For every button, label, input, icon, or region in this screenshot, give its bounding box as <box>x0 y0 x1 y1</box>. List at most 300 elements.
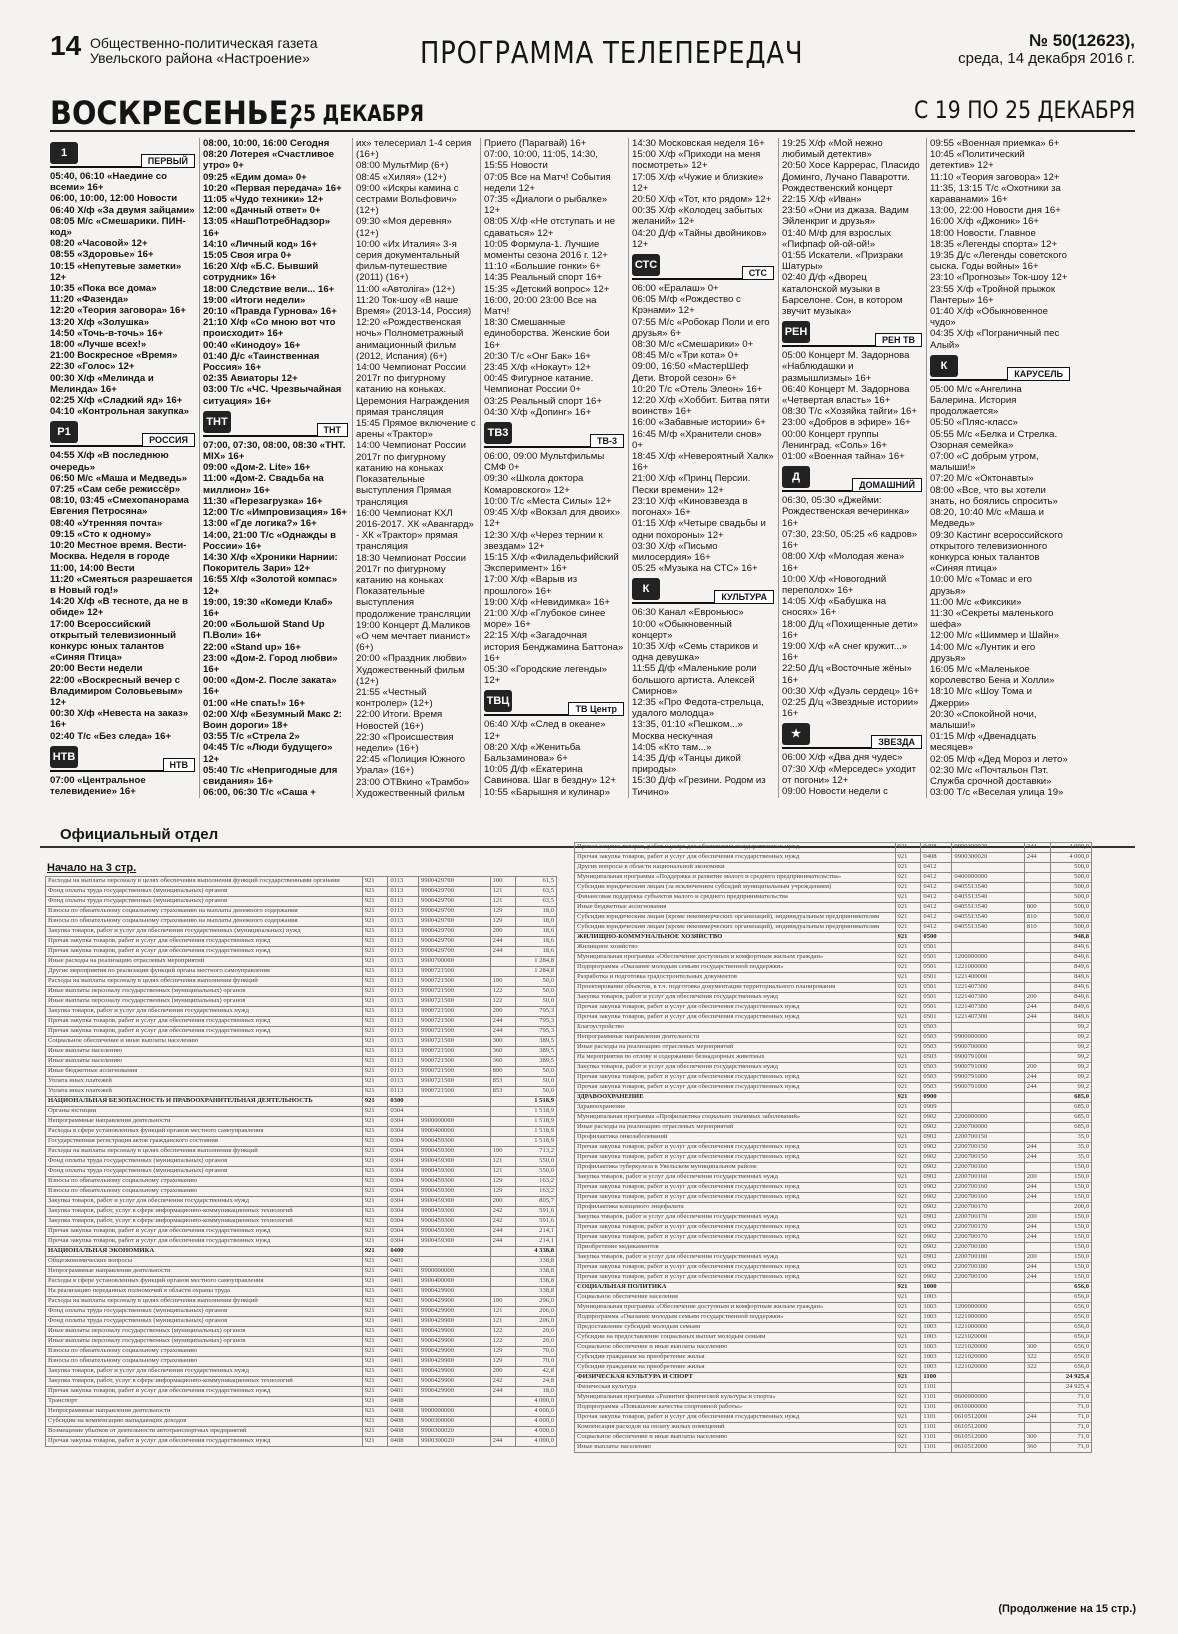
table-cell: 921 <box>362 1387 388 1397</box>
table-cell: 296,0 <box>516 1297 557 1307</box>
table-cell: 0113 <box>388 907 419 917</box>
table-cell: Иные выплаты персоналу государственных (муниципальных) органов <box>46 1337 363 1347</box>
table-cell: 921 <box>895 913 921 923</box>
table-cell: 921 <box>362 1327 388 1337</box>
table-cell: 921 <box>895 893 921 903</box>
program-item: 08:40 «Утренняя почта» <box>50 517 163 529</box>
table-cell: 244 <box>1024 1013 1050 1023</box>
table-cell: 9900429700 <box>419 897 491 907</box>
table-cell: Муниципальная программа «Обеспечение доступным и комфортным жильем граждан» <box>575 953 896 963</box>
table-cell: Социальное обеспечение и иные выплаты населению <box>575 1343 896 1353</box>
channel-logo-icon: СТС <box>632 254 660 276</box>
column-rule <box>199 138 200 798</box>
table-cell: 1101 <box>921 1413 952 1423</box>
table-cell: 9900721500 <box>419 987 491 997</box>
table-cell: 61,5 <box>516 877 557 887</box>
table-cell: 921 <box>895 1153 921 1163</box>
table-cell: 129 <box>490 1357 516 1367</box>
table-cell: 656,0 <box>1050 1343 1091 1353</box>
program-item: 09:00 Новости недели с <box>782 785 888 797</box>
table-cell: 0503 <box>921 1033 952 1043</box>
program-item: 20:00 «Праздник любви» Художественный фильм (12+) <box>356 653 467 687</box>
table-cell <box>1024 1103 1050 1113</box>
table-cell: 921 <box>895 1223 921 1233</box>
table-cell: 0113 <box>388 887 419 897</box>
table-cell: 0401 <box>388 1287 419 1297</box>
table-cell <box>1024 1163 1050 1173</box>
table-cell: 921 <box>362 1417 388 1427</box>
table-cell: 244 <box>490 1017 516 1027</box>
week-range: С 19 ПО 25 ДЕКАБРЯ <box>913 96 1135 124</box>
table-cell: 18,6 <box>516 947 557 957</box>
program-item: 12:00 М/с «Шиммер и Шайн» <box>930 630 1059 642</box>
table-row <box>575 1343 1092 1353</box>
table-cell: 1003 <box>921 1303 952 1313</box>
table-cell: 921 <box>362 1007 388 1017</box>
table-cell <box>952 863 1024 873</box>
table-cell: 338,8 <box>516 1257 557 1267</box>
table-row <box>46 937 557 947</box>
table-cell: 150,0 <box>1050 1243 1091 1253</box>
table-cell: 9900721500 <box>419 1047 491 1057</box>
program-item: 08:05 Х/ф «Не отступать и не сдаваться» 12+ <box>484 216 616 239</box>
table-cell: 0412 <box>921 923 952 933</box>
listing-column <box>203 138 348 798</box>
table-cell: Другие мероприятия по реализации функций органа местного самоуправления <box>46 967 363 977</box>
table-cell: 1221000000 <box>952 963 1024 973</box>
table-cell: Закупка товаров, работ, услуг в сфере информационно-коммуникационных технологий <box>46 1207 363 1217</box>
program-item: 14:00, 21:00 Т/с «Однажды в России» 16+ <box>203 529 337 552</box>
table-cell: 0600000000 <box>952 1393 1024 1403</box>
table-cell: 100 <box>490 1147 516 1157</box>
table-row <box>46 877 557 887</box>
table-cell: 0501 <box>921 973 952 983</box>
table-cell: 0610000000 <box>952 1403 1024 1413</box>
table-cell: 0304 <box>388 1127 419 1137</box>
program-item: 09:45 Х/ф «Вокзал для двоих» 12+ <box>484 507 621 530</box>
table-cell: 9900429900 <box>419 1357 491 1367</box>
table-cell: 4 000,0 <box>516 1397 557 1407</box>
table-cell: 0902 <box>921 1143 952 1153</box>
channel-header <box>50 421 195 447</box>
table-cell: 1221020000 <box>952 1343 1024 1353</box>
table-cell: 0113 <box>388 997 419 1007</box>
table-cell: Иные бюджетные ассигнования <box>575 903 896 913</box>
channel-header <box>782 723 922 749</box>
program-item: 02:30 М/с «Почтальон Пэт. Служба срочной доставки» <box>930 764 1052 787</box>
table-cell <box>490 1287 516 1297</box>
table-cell: 656,0 <box>1050 1283 1091 1293</box>
table-cell: 200,0 <box>1050 1203 1091 1213</box>
program-item: 10:20 Т/с «Отель Элеон» 16+ <box>632 383 763 395</box>
program-item: 07:00 «Центральное телевидение» 16+ <box>50 774 146 797</box>
table-cell: 121 <box>490 1157 516 1167</box>
table-row <box>575 843 1092 853</box>
table-cell: 244 <box>1024 1083 1050 1093</box>
program-item: 01:15 Х/ф «Четыре свадьбы и одни похороны» 12+ <box>632 518 766 541</box>
channel-logo-icon: Р1 <box>50 421 78 443</box>
table-cell: Расходы на выплаты персоналу в целях обеспечения выполнения функций <box>46 1297 363 1307</box>
table-row <box>46 1397 557 1407</box>
table-cell: 921 <box>362 1207 388 1217</box>
table-row <box>575 1033 1092 1043</box>
table-cell: 921 <box>895 993 921 1003</box>
table-row <box>46 987 557 997</box>
table-cell: 921 <box>895 1343 921 1353</box>
table-cell: 921 <box>362 957 388 967</box>
table-cell: 24 925,4 <box>1050 1373 1091 1383</box>
table-cell: 322 <box>1024 1353 1050 1363</box>
table-row <box>575 1433 1092 1443</box>
table-cell: 921 <box>895 1403 921 1413</box>
table-cell: 9900429700 <box>419 927 491 937</box>
table-row <box>46 1297 557 1307</box>
program-item: 14:00 Чемпионат России 2017г по фигурному катанию на коньках. Церемония Награждения прямая трансляция <box>356 362 470 418</box>
table-cell: 18,0 <box>516 907 557 917</box>
table-row <box>575 1363 1092 1373</box>
table-cell: 921 <box>895 1143 921 1153</box>
program-item: 02:00 Х/ф «Безумный Макс 2: Воин дороги» 18+ <box>203 708 342 731</box>
table-cell: 0902 <box>921 1133 952 1143</box>
table-cell: 9900429900 <box>419 1327 491 1337</box>
table-row <box>575 873 1092 883</box>
program-item: 00:30 Х/ф «Мелинда и Мелинда» 16+ <box>50 372 154 395</box>
table-cell: 921 <box>895 1333 921 1343</box>
program-item: 10:20 Местное время. Вести-Москва. Неделя в городе <box>50 540 187 563</box>
table-cell: 921 <box>895 1373 921 1383</box>
table-cell: 121 <box>490 1307 516 1317</box>
table-cell: 9900000000 <box>952 1033 1024 1043</box>
program-item: 09:30 Кастинг всероссийского открытого телевизионного конкурса юных талантов «Синяя птица» <box>930 529 1063 575</box>
program-item: 10:55 «Барышня и кулинар» <box>484 786 610 798</box>
table-cell: 9900459300 <box>419 1157 491 1167</box>
program-item: 08:05 М/с «Смешарики. ПИН-код» <box>50 215 186 239</box>
table-row <box>46 1127 557 1137</box>
table-row <box>46 1037 557 1047</box>
program-item: 10:05 Д/ф «Екатерина Савинова. Шаг в бездну» 12+ <box>484 764 616 787</box>
table-cell: 656,0 <box>1050 1353 1091 1363</box>
table-cell: НАЦИОНАЛЬНАЯ ЭКОНОМИКА <box>46 1247 363 1257</box>
table-cell: 360 <box>1024 1443 1050 1453</box>
table-cell: 921 <box>895 863 921 873</box>
table-cell: 921 <box>362 1367 388 1377</box>
table-cell: 71,0 <box>1050 1403 1091 1413</box>
table-row <box>46 1337 557 1347</box>
table-cell: 0503 <box>921 1063 952 1073</box>
program-item: 04:45 Т/с «Люди будущего» 12+ <box>203 742 333 765</box>
table-row <box>575 1323 1092 1333</box>
table-cell: 0304 <box>388 1177 419 1187</box>
program-item: 11:20 Ток-шоу «В наше Время» (2013-14, Россия) <box>356 294 472 318</box>
table-cell: Фонд оплаты труда государственных (муниципальных) органов <box>46 887 363 897</box>
table-cell: 9900721500 <box>419 1027 491 1037</box>
table-cell: 1 518,9 <box>516 1137 557 1147</box>
table-cell: 849,6 <box>1050 963 1091 973</box>
table-row <box>46 1187 557 1197</box>
table-cell: 122 <box>490 1337 516 1347</box>
program-item: 06:50 М/с «Маша и Медведь» <box>50 472 188 484</box>
table-cell: ЖИЛИЩНО-КОММУНАЛЬНОЕ ХОЗЯЙСТВО <box>575 933 896 943</box>
table-cell <box>1024 1123 1050 1133</box>
table-cell: Подпрограмма «Оказание молодым семьям государственной поддержки» <box>575 1313 896 1323</box>
channel-logo-icon: НТВ <box>50 746 78 768</box>
program-item: 08:45 М/с «Три кота» 0+ <box>632 350 739 362</box>
table-cell <box>490 1427 516 1437</box>
table-cell: 121 <box>490 887 516 897</box>
program-item: 08:20, 10:40 М/с «Маша и Медведь» <box>930 507 1044 530</box>
table-cell: 921 <box>895 1073 921 1083</box>
table-row <box>575 1303 1092 1313</box>
program-item: 08:55 «Здоровье» 16+ <box>50 249 154 261</box>
table-cell: Субсидии юридическим лицам (кроме некоммерческих организаций), индивидуальным предпринимателям <box>575 923 896 933</box>
table-cell: 0909 <box>921 1103 952 1113</box>
table-cell: 1100 <box>921 1373 952 1383</box>
table-cell <box>1024 893 1050 903</box>
table-cell <box>1024 1283 1050 1293</box>
program-item: 07:05 Все на Матч! События недели 12+ <box>484 171 611 194</box>
channel-logo-icon: Д <box>782 466 810 488</box>
table-row <box>575 1283 1092 1293</box>
table-cell: 0902 <box>921 1203 952 1213</box>
table-cell: 200 <box>1024 1213 1050 1223</box>
channel-header <box>484 422 624 448</box>
table-cell: Муниципальная программа «Поддержка и развитие малого и среднего предпринимательства» <box>575 873 896 883</box>
table-row <box>46 1147 557 1157</box>
table-cell: 921 <box>362 1287 388 1297</box>
program-item: 09:15 «Сто к одному» <box>50 528 152 540</box>
issue-date: среда, 14 декабря 2016 г. <box>958 50 1135 67</box>
table-cell: 18,0 <box>516 1387 557 1397</box>
table-cell: 810 <box>1024 913 1050 923</box>
program-item: 10:20 «Первая передача» 16+ <box>203 182 342 194</box>
table-cell: 9900459300 <box>419 1217 491 1227</box>
table-cell: 921 <box>895 1113 921 1123</box>
program-item: 23:00 «Дом-2. Город любви» 16+ <box>203 652 338 675</box>
table-cell: 4 000,0 <box>1050 843 1091 853</box>
table-cell: 2200700160 <box>952 1163 1024 1173</box>
table-cell: 921 <box>362 1177 388 1187</box>
table-cell: Прочая закупка товаров, работ и услуг для обеспечения государственных нужд <box>575 1083 896 1093</box>
table-cell <box>490 1107 516 1117</box>
table-cell: 713,2 <box>516 1147 557 1157</box>
table-cell: 1221000000 <box>952 1323 1024 1333</box>
table-cell: 656,0 <box>1050 1333 1091 1343</box>
table-cell: 9900459300 <box>419 1187 491 1197</box>
table-cell: 129 <box>490 907 516 917</box>
table-cell: Физическая культура <box>575 1383 896 1393</box>
table-cell: 0902 <box>921 1183 952 1193</box>
table-cell <box>490 1417 516 1427</box>
table-cell: 9900000000 <box>419 1267 491 1277</box>
program-item: 09:30 «Моя деревня» (12+) <box>356 216 452 239</box>
table-cell <box>490 1127 516 1137</box>
table-cell: 2200700170 <box>952 1203 1024 1213</box>
table-cell: 1003 <box>921 1363 952 1373</box>
table-cell: Подпрограмма «Повышение качества спортивной работы» <box>575 1403 896 1413</box>
table-cell <box>490 1247 516 1257</box>
table-cell: 9900429900 <box>419 1347 491 1357</box>
program-item: 11:00 «Автоліга» (12+) <box>356 283 456 295</box>
table-cell: 121 <box>490 1317 516 1327</box>
table-cell: 1221020000 <box>952 1363 1024 1373</box>
table-cell: 244 <box>1024 1003 1050 1013</box>
table-cell: 921 <box>362 887 388 897</box>
channel-logo-icon: ТНТ <box>203 411 231 433</box>
table-cell: 921 <box>362 1167 388 1177</box>
program-item: 14:00 М/с «Лунтик и его друзья» <box>930 641 1036 664</box>
table-cell <box>490 1407 516 1417</box>
table-row <box>575 1103 1092 1113</box>
table-cell: 1101 <box>921 1433 952 1443</box>
table-cell: ФИЗИЧЕСКАЯ КУЛЬТУРА И СПОРТ <box>575 1373 896 1383</box>
table-cell: 0408 <box>388 1407 419 1417</box>
table-cell: 35,0 <box>1050 1133 1091 1143</box>
table-cell: 849,6 <box>1050 993 1091 1003</box>
table-cell: 0304 <box>388 1107 419 1117</box>
table-cell: 550,0 <box>516 1157 557 1167</box>
table-cell: 9900791000 <box>952 1083 1024 1093</box>
day-name: ВОСКРЕСЕНЬЕ, <box>50 94 300 132</box>
table-cell: 244 <box>490 1237 516 1247</box>
channel-header <box>632 254 774 280</box>
table-cell: 9900721500 <box>419 977 491 987</box>
table-cell: 921 <box>362 897 388 907</box>
program-item: 11:00 М/с «Фиксики» <box>930 596 1022 608</box>
table-cell: 1221407300 <box>952 1003 1024 1013</box>
program-item: 16:55 Х/ф «Золотой компас» 12+ <box>203 574 338 597</box>
table-row <box>46 1357 557 1367</box>
table-cell: 9900700000 <box>952 1043 1024 1053</box>
program-item: 10:35 «Пока все дома» <box>50 283 157 295</box>
table-row <box>46 1217 557 1227</box>
table-cell: 2200700160 <box>952 1193 1024 1203</box>
table-cell: 0610512000 <box>952 1423 1024 1433</box>
table-cell: 921 <box>895 1093 921 1103</box>
table-cell <box>952 1283 1024 1293</box>
table-cell: 122 <box>490 997 516 1007</box>
table-row <box>575 1173 1092 1183</box>
program-item: 09:00 «Искры камина с сестрами Вольфович» (12+) <box>356 182 459 217</box>
newspaper-title-line1: Общественно-политическая газета <box>90 35 318 51</box>
table-cell: Государственная регистрация актов гражданского состояния <box>46 1137 363 1147</box>
table-cell: 0113 <box>388 1057 419 1067</box>
table-cell: 0408 <box>921 853 952 863</box>
table-row <box>575 1193 1092 1203</box>
table-row <box>46 1067 557 1077</box>
table-cell <box>1024 1203 1050 1213</box>
program-item: 18:00 «Лучше всех!» <box>50 339 147 351</box>
table-cell: 206,0 <box>516 1307 557 1317</box>
table-cell: 9900721500 <box>419 1007 491 1017</box>
program-item: 12:00 Т/с «Импровизация» 16+ <box>203 507 348 519</box>
table-cell <box>1024 1333 1050 1343</box>
table-cell: 921 <box>895 1433 921 1443</box>
table-cell: 244 <box>1024 1143 1050 1153</box>
table-cell: 63,5 <box>516 897 557 907</box>
program-item: 12:20 «Теория заговора» 16+ <box>50 305 186 317</box>
table-cell: 2200700180 <box>952 1243 1024 1253</box>
program-item: 08:30 М/с «Смешарики» 0+ <box>632 339 754 351</box>
channel-header <box>632 578 774 604</box>
table-row <box>46 1087 557 1097</box>
table-cell: Фонд оплаты труда государственных (муниципальных) органов <box>46 1307 363 1317</box>
table-cell <box>419 1107 491 1117</box>
table-cell: 0113 <box>388 897 419 907</box>
table-row <box>575 1093 1092 1103</box>
table-cell <box>490 1137 516 1147</box>
column-rule <box>480 138 481 798</box>
table-cell: Иные выплаты населению <box>46 1047 363 1057</box>
table-row <box>46 917 557 927</box>
table-cell: 921 <box>895 1443 921 1453</box>
table-cell: Закупка товаров, работ и услуг для обеспечения государственных нужд <box>575 1063 896 1073</box>
program-item: 05:55 М/с «Белка и Стрелка. Озорная семейка» <box>930 428 1058 451</box>
program-item: 00:45 Фигурное катание. Чемпионат России 0+ <box>484 373 594 396</box>
program-item: 18:00 Д/ц «Похищенные дети» 16+ <box>782 618 918 641</box>
table-cell: 50,0 <box>516 1077 557 1087</box>
table-cell: 921 <box>362 1277 388 1287</box>
program-item: 14:30 Московская неделя 16+ <box>632 138 765 149</box>
program-item: 23:10 «Прогнозы» Ток-шоу 12+ <box>930 272 1068 284</box>
program-item: 05:00 Концерт М. Задорнова «Наблюдашки и размышлизмы» 16+ <box>782 350 910 384</box>
program-item: 15:15 Х/ф «Филадельфийский Эксперимент» 16+ <box>484 551 619 575</box>
table-cell: 921 <box>362 1017 388 1027</box>
table-cell <box>1024 983 1050 993</box>
table-cell <box>952 933 1024 943</box>
table-cell: Прочая закупка товаров, работ и услуг для обеспечения государственных нужд <box>575 1413 896 1423</box>
table-cell: 9900459300 <box>419 1177 491 1187</box>
table-cell <box>1024 1043 1050 1053</box>
table-row <box>575 1003 1092 1013</box>
table-row <box>46 1377 557 1387</box>
table-cell: 9900429700 <box>419 947 491 957</box>
table-cell: 921 <box>895 963 921 973</box>
table-cell: Непрограммные направления деятельности <box>46 1117 363 1127</box>
table-cell: 9900300020 <box>952 843 1024 853</box>
table-row <box>575 1333 1092 1343</box>
channel-name: ТНТ <box>317 423 349 437</box>
table-cell: 100 <box>490 977 516 987</box>
table-cell: 163,2 <box>516 1177 557 1187</box>
program-item: 06:00, 09:00 Мультфильмы СМФ 0+ <box>484 451 605 474</box>
table-cell: 921 <box>362 1427 388 1437</box>
program-item: 11:30 «Секреты маленького шефа» <box>930 607 1054 631</box>
table-cell: 20,0 <box>516 1337 557 1347</box>
table-cell: 1200000000 <box>952 1303 1024 1313</box>
table-cell: 921 <box>362 1037 388 1047</box>
program-item: 11:05 «Чудо техники» 12+ <box>203 194 324 206</box>
table-cell: Расходы на выплаты персоналу в целях обеспечения выполнения функций государственными органами <box>46 877 363 887</box>
program-item: 06:40 Х/ф «За двумя зайцами» <box>50 204 195 216</box>
table-cell: 921 <box>895 1063 921 1073</box>
table-row <box>46 1317 557 1327</box>
program-item: 10:15 «Непутевые заметки» 12+ <box>50 260 182 283</box>
table-cell: Субсидии гражданам на приобретение жилья <box>575 1353 896 1363</box>
table-cell: 2200000000 <box>952 1113 1024 1123</box>
program-item: 13:00, 22:00 Новости дня 16+ <box>930 205 1061 217</box>
table-cell: 150,0 <box>1050 1253 1091 1263</box>
table-cell: 685,0 <box>1050 1103 1091 1113</box>
table-row <box>575 983 1092 993</box>
table-row <box>575 1383 1092 1393</box>
table-cell: 0902 <box>921 1263 952 1273</box>
table-cell: 500,0 <box>1050 903 1091 913</box>
table-cell: 0900 <box>921 1093 952 1103</box>
table-cell: Иные выплаты персоналу государственных (муниципальных) органов <box>46 987 363 997</box>
table-cell: 0902 <box>921 1273 952 1283</box>
table-cell: 0501 <box>921 943 952 953</box>
table-cell: 500,0 <box>1050 923 1091 933</box>
